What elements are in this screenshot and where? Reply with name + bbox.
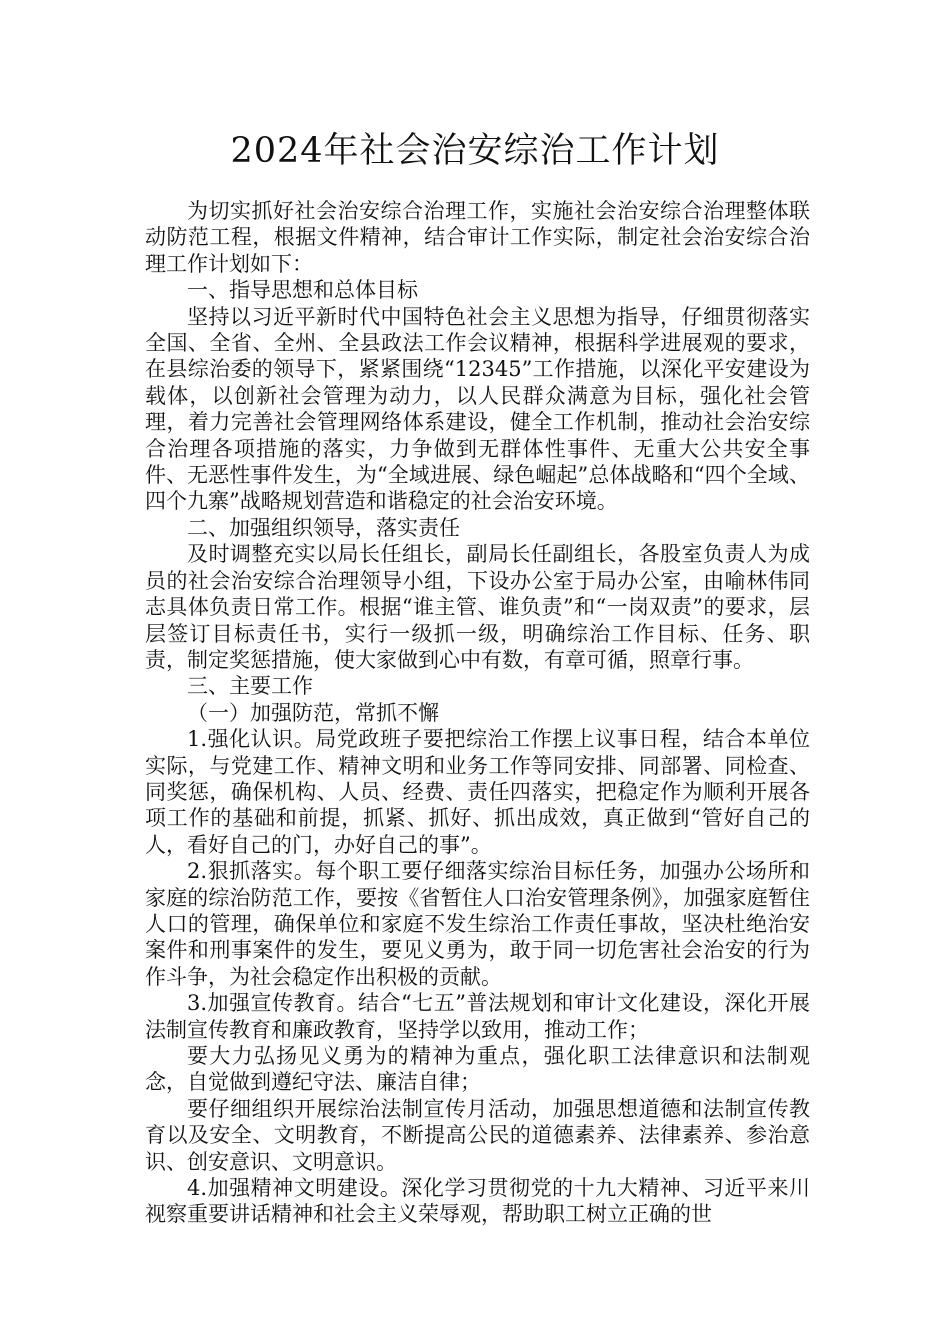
document-title: 2024年社会治安综治工作计划 <box>230 131 720 171</box>
section-heading-organization: 二、加强组织领导，落实责任 <box>187 515 460 540</box>
body-paragraph: 要仔细组织开展综治法制宣传月活动，加强思想道德和法制宣传教育以及安全、文明教育，不断提高公民的道德素养、法律素养、参治意识、创安意识、文明意识。 <box>145 1096 810 1174</box>
list-item-strengthen-awareness: 1.强化认识。局党政班子要把综治工作摆上议事日程，结合本单位实际，与党建工作、精神文明和业务工作等同安排、同部署、同检查、同奖惩，确保机构、人员、经费、责任四落实，把稳定作为顺利开展各项工作的基础和前提，抓紧、抓好、抓出成效，真正做到“管好自己的人，看好自己的门，办好自己的事”。 <box>145 727 810 857</box>
section-heading-guiding-principles: 一、指导思想和总体目标 <box>187 278 418 303</box>
list-item-implementation: 2.狠抓落实。每个职工要仔细落实综治目标任务，加强办公场所和家庭的综治防范工作，要按《省暂住人口治安管理条例》，加强家庭暂住人口的管理，确保单位和家庭不发生综治工作责任事故，坚决杜绝治安案件和刑事案件的发生，要见义勇为，敢于同一切危害社会治安的行为作斗争，为社会稳定作出积极的贡献。 <box>145 859 810 989</box>
list-item-publicity-education: 3.加强宣传教育。结合“七五”普法规划和审计文化建设，深化开展法制宣传教育和廉政教育，坚持学以致用，推动工作； <box>145 991 810 1042</box>
body-paragraph: 要大力弘扬见义勇为的精神为重点，强化职工法律意识和法制观念，自觉做到遵纪守法、廉洁自律； <box>145 1044 810 1095</box>
section-heading-main-work: 三、主要工作 <box>187 674 313 699</box>
document-body <box>145 198 810 1228</box>
subsection-heading-prevention: （一）加强防范，常抓不懈 <box>187 700 439 725</box>
body-paragraph: 坚持以习近平新时代中国特色社会主义思想为指导，仔细贯彻落实全国、全省、全州、全县政法工作会议精神，根据科学进展观的要求，在县综治委的领导下，紧紧围绕“12345”工作措施，以深化平安建设为载体，以创新社会管理为动力，以人民群众满意为目标，强化社会管理，着力完善社会管理网络体系建设，健全工作机制，推动社会治安综合治理各项措施的落实，力争做到无群体性事件、无重大公共安全事件、无恶性事件发生，为“全域进展、绿色崛起”总体战略和“四个全域、四个九寨”战略规划营造和谐稳定的社会治安环境。 <box>145 304 810 514</box>
body-paragraph: 及时调整充实以局长任组长，副局长任副组长，各股室负责人为成员的社会治安综合治理领导小组，下设办公室于局办公室，由喻林伟同志具体负责日常工作。根据“谁主管、谁负责”和“一岗双责”的要求，层层签订目标责任书，实行一级抓一级，明确综治工作目标、任务、职责，制定奖惩措施，使大家做到心中有数，有章可循，照章行事。 <box>145 542 810 672</box>
intro-paragraph: 为切实抓好社会治安综合治理工作，实施社会治安综合治理整体联动防范工程，根据文件精神，结合审计工作实际，制定社会治安综合治理工作计划如下： <box>145 199 810 276</box>
list-item-spiritual-civilization: 4.加强精神文明建设。深化学习贯彻党的十九大精神、习近平来川视察重要讲话精神和社会主义荣辱观，帮助职工树立正确的世 <box>145 1176 810 1227</box>
